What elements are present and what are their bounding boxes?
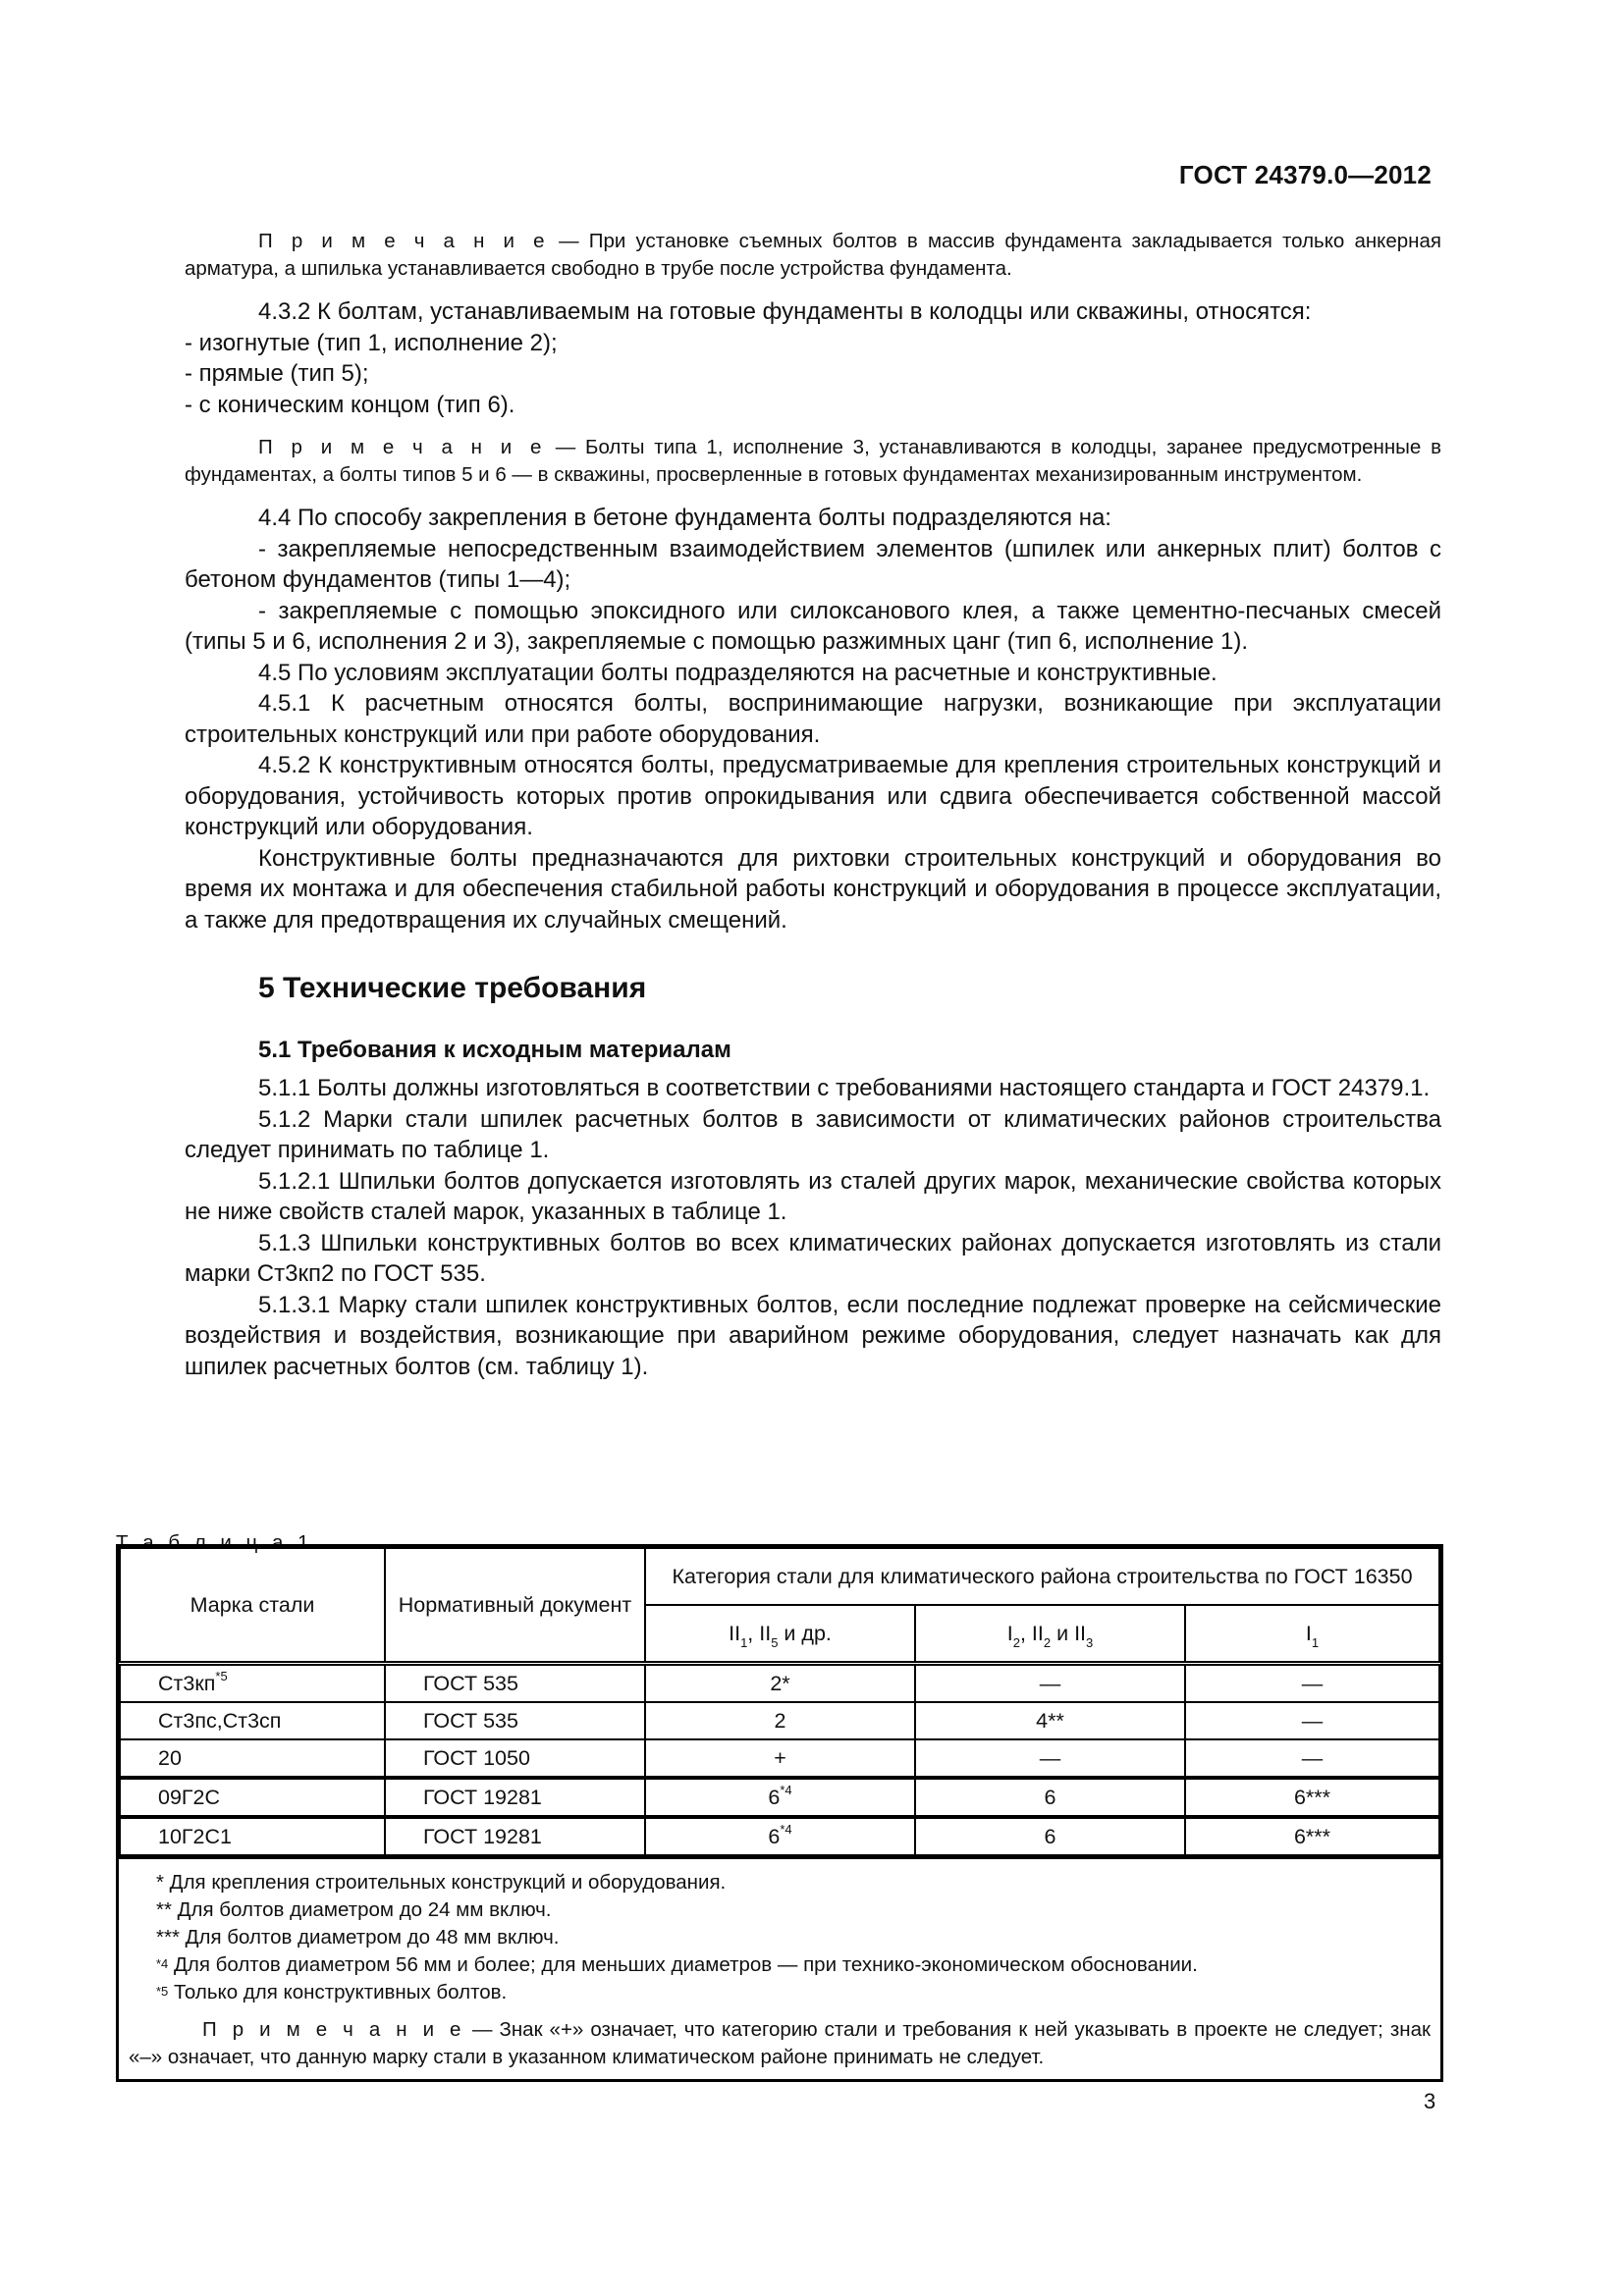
document-body bbox=[185, 228, 1441, 1382]
cell-cat-3: 6*** bbox=[1185, 1817, 1439, 1855]
cell-grade: $Ст3кп^{*5}$ bbox=[120, 1664, 385, 1703]
table-footnotes bbox=[119, 1856, 1440, 2079]
table-note bbox=[129, 2016, 1431, 2071]
cell-cat-1: 2* bbox=[645, 1664, 915, 1703]
header-region-ii1-ii5: $II_1$, $II_5$ и др. bbox=[645, 1605, 915, 1664]
cell-cat-3: 6*** bbox=[1185, 1778, 1439, 1817]
cell-cat-1: 2 bbox=[645, 1702, 915, 1739]
section-5-1-heading: 5.1 Требования к исходным материалам bbox=[258, 1037, 731, 1063]
cell-cat-2: 6 bbox=[915, 1778, 1185, 1817]
page-number: 3 bbox=[1424, 2089, 1436, 2113]
clause-5-1-2: 5.1.2 Марки стали шпилек расчетных болтов в зависимости от климатических районов строительства следует принимать по таблице 1. bbox=[185, 1105, 1441, 1163]
cell-cat-3: — bbox=[1185, 1702, 1439, 1739]
clause-4-5-2: 4.5.2 К конструктивным относятся болты, предусматриваемые для крепления строительных конструкций и оборудования, устойчивость которых против опрокидывания или сдвига обеспечивается собственной массой конструкций или оборудования. bbox=[185, 752, 1441, 840]
clause-5-1-3: 5.1.3 Шпильки конструктивных болтов во всех климатических районах допускается изготовлять из стали марки Ст3кп2 по ГОСТ 535. bbox=[185, 1229, 1441, 1287]
cell-doc: ГОСТ 19281 bbox=[385, 1778, 645, 1817]
header-category-group: Категория стали для климатического района строительства по ГОСТ 16350 bbox=[645, 1548, 1439, 1605]
clause-5-1-3-1: 5.1.3.1 Марку стали шпилек конструктивных болтов, если последние подлежат проверке на сейсмические воздействия и воздействия, возникающие при аварийном режиме оборудования, следует назначать как для шпилек расчетных болтов (см. таблицу 1). bbox=[185, 1291, 1441, 1380]
clause-4-5: 4.5 По условиям эксплуатации болты подразделяются на расчетные и конструктивные. bbox=[258, 659, 1217, 686]
cell-doc: ГОСТ 535 bbox=[385, 1664, 645, 1703]
cell-cat-2: 6 bbox=[915, 1817, 1185, 1855]
footnote: *** Для болтов диаметром до 48 мм включ. bbox=[156, 1926, 560, 1949]
header-region-i1: $I_1$ bbox=[1185, 1605, 1439, 1664]
footnote: ** Для болтов диаметром до 24 мм включ. bbox=[156, 1898, 552, 1921]
cell-cat-3: — bbox=[1185, 1739, 1439, 1778]
table-row bbox=[120, 1664, 1439, 1703]
note-text: — Знак «+» означает, что категорию стали и требования к ней указывать в проекте не следует; знак «–» означает, что данную марку стали в указанном климатическом районе принимать не следует. bbox=[129, 2018, 1431, 2068]
cell-grade: 10Г2С1 bbox=[120, 1817, 385, 1855]
clause-4-3-2: 4.3.2 К болтам, устанавливаемым на готовые фундаменты в колодцы или скважины, относятся: bbox=[258, 298, 1312, 325]
table-row bbox=[120, 1817, 1439, 1855]
clause-4-5-2-continuation: Конструктивные болты предназначаются для рихтовки строительных конструкций и оборудования во время их монтажа и для обеспечения стабильной работы конструкций и оборудования в процессе эксплуатации, а также для предотвращения их случайных смещений. bbox=[185, 844, 1441, 934]
cell-grade: Ст3пс,Ст3сп bbox=[120, 1702, 385, 1739]
cell-cat-1: + bbox=[645, 1739, 915, 1778]
cell-cat-1: 6$^{*4}$ bbox=[645, 1817, 915, 1855]
clause-4-4-item: - закрепляемые с помощью эпоксидного или силоксанового клея, а также цементно-песчаных смесей (типы 5 и 6, исполнения 2 и 3), закрепляемые с помощью разжимных цанг (тип 6, исполнение 1). bbox=[185, 597, 1441, 655]
table-row bbox=[120, 1739, 1439, 1778]
cell-cat-2: 4** bbox=[915, 1702, 1185, 1739]
footnote: $^{*5}$ Только для конструктивных болтов. bbox=[156, 1981, 508, 2003]
table-caption: Т а б л и ц а 1 bbox=[116, 1531, 313, 1554]
note-text: — Болты типа 1, исполнение 3, устанавливаются в колодцы, заранее предусмотренные в фундаментах, а болты типов 5 и 6 — в скважины, просверленные в готовых фундаментах механизированным инструментом. bbox=[185, 436, 1441, 486]
header-region-i2-ii2-ii3: $I_2$, $II_2$ и $II_3$ bbox=[915, 1605, 1185, 1664]
clause-5-1-1: 5.1.1 Болты должны изготовляться в соответствии с требованиями настоящего стандарта и ГОСТ 24379.1. bbox=[258, 1075, 1431, 1101]
section-5-heading: 5 Технические требования bbox=[258, 972, 647, 1004]
note-removable-bolts bbox=[185, 228, 1441, 283]
clause-4-4-item: - закрепляемые непосредственным взаимодействием элементов (шпилек или анкерных плит) болтов с бетоном фундаментов (типы 1—4); bbox=[185, 535, 1441, 593]
document-code-header: ГОСТ 24379.0—2012 bbox=[1178, 160, 1432, 189]
footnote: * Для крепления строительных конструкций и оборудования. bbox=[156, 1871, 727, 1894]
clause-4-5-1: 4.5.1 К расчетным относятся болты, воспринимающие нагрузки, возникающие при эксплуатации строительных конструкций или при работе оборудования. bbox=[185, 690, 1441, 748]
note-text: — При установке съемных болтов в массив фундамента закладывается только анкерная арматура, а шпилька устанавливается свободно в трубе после устройства фундамента. bbox=[185, 230, 1441, 280]
clause-5-1-2-1: 5.1.2.1 Шпильки болтов допускается изготовлять из сталей других марок, механические свойства которых не ниже свойств сталей марок, указанных в таблице 1. bbox=[185, 1167, 1441, 1225]
clause-4-3-2-item: - прямые (тип 5); bbox=[185, 360, 369, 387]
note-label: П р и м е ч а н и е bbox=[258, 230, 550, 252]
cell-cat-2: — bbox=[915, 1664, 1185, 1703]
clause-4-4: 4.4 По способу закрепления в бетоне фундамента болты подразделяются на: bbox=[258, 505, 1111, 531]
cell-cat-3: — bbox=[1185, 1664, 1439, 1703]
header-steel-grade: Марка стали bbox=[120, 1548, 385, 1664]
cell-cat-2: — bbox=[915, 1739, 1185, 1778]
footnote: $^{*4}$ Для болтов диаметром 56 мм и более; для меньших диаметров — при технико-экономическом обосновании. bbox=[156, 1953, 1198, 1976]
table-row bbox=[120, 1778, 1439, 1817]
note-label: П р и м е ч а н и е bbox=[258, 436, 546, 458]
table-row bbox=[120, 1702, 1439, 1739]
cell-grade: 09Г2С bbox=[120, 1778, 385, 1817]
cell-doc: ГОСТ 535 bbox=[385, 1702, 645, 1739]
clause-4-3-2-item: - изогнутые (тип 1, исполнение 2); bbox=[185, 329, 558, 356]
note-label: П р и м е ч а н и е bbox=[202, 2018, 465, 2041]
header-normative-document: Нормативный документ bbox=[385, 1548, 645, 1664]
steel-grade-table bbox=[116, 1544, 1443, 2082]
cell-doc: ГОСТ 19281 bbox=[385, 1817, 645, 1855]
clause-4-3-2-item: - с коническим концом (тип 6). bbox=[185, 391, 515, 418]
note-bolt-types bbox=[185, 434, 1441, 489]
cell-doc: ГОСТ 1050 bbox=[385, 1739, 645, 1778]
cell-cat-1: 6$^{*4}$ bbox=[645, 1778, 915, 1817]
cell-grade: 20 bbox=[120, 1739, 385, 1778]
